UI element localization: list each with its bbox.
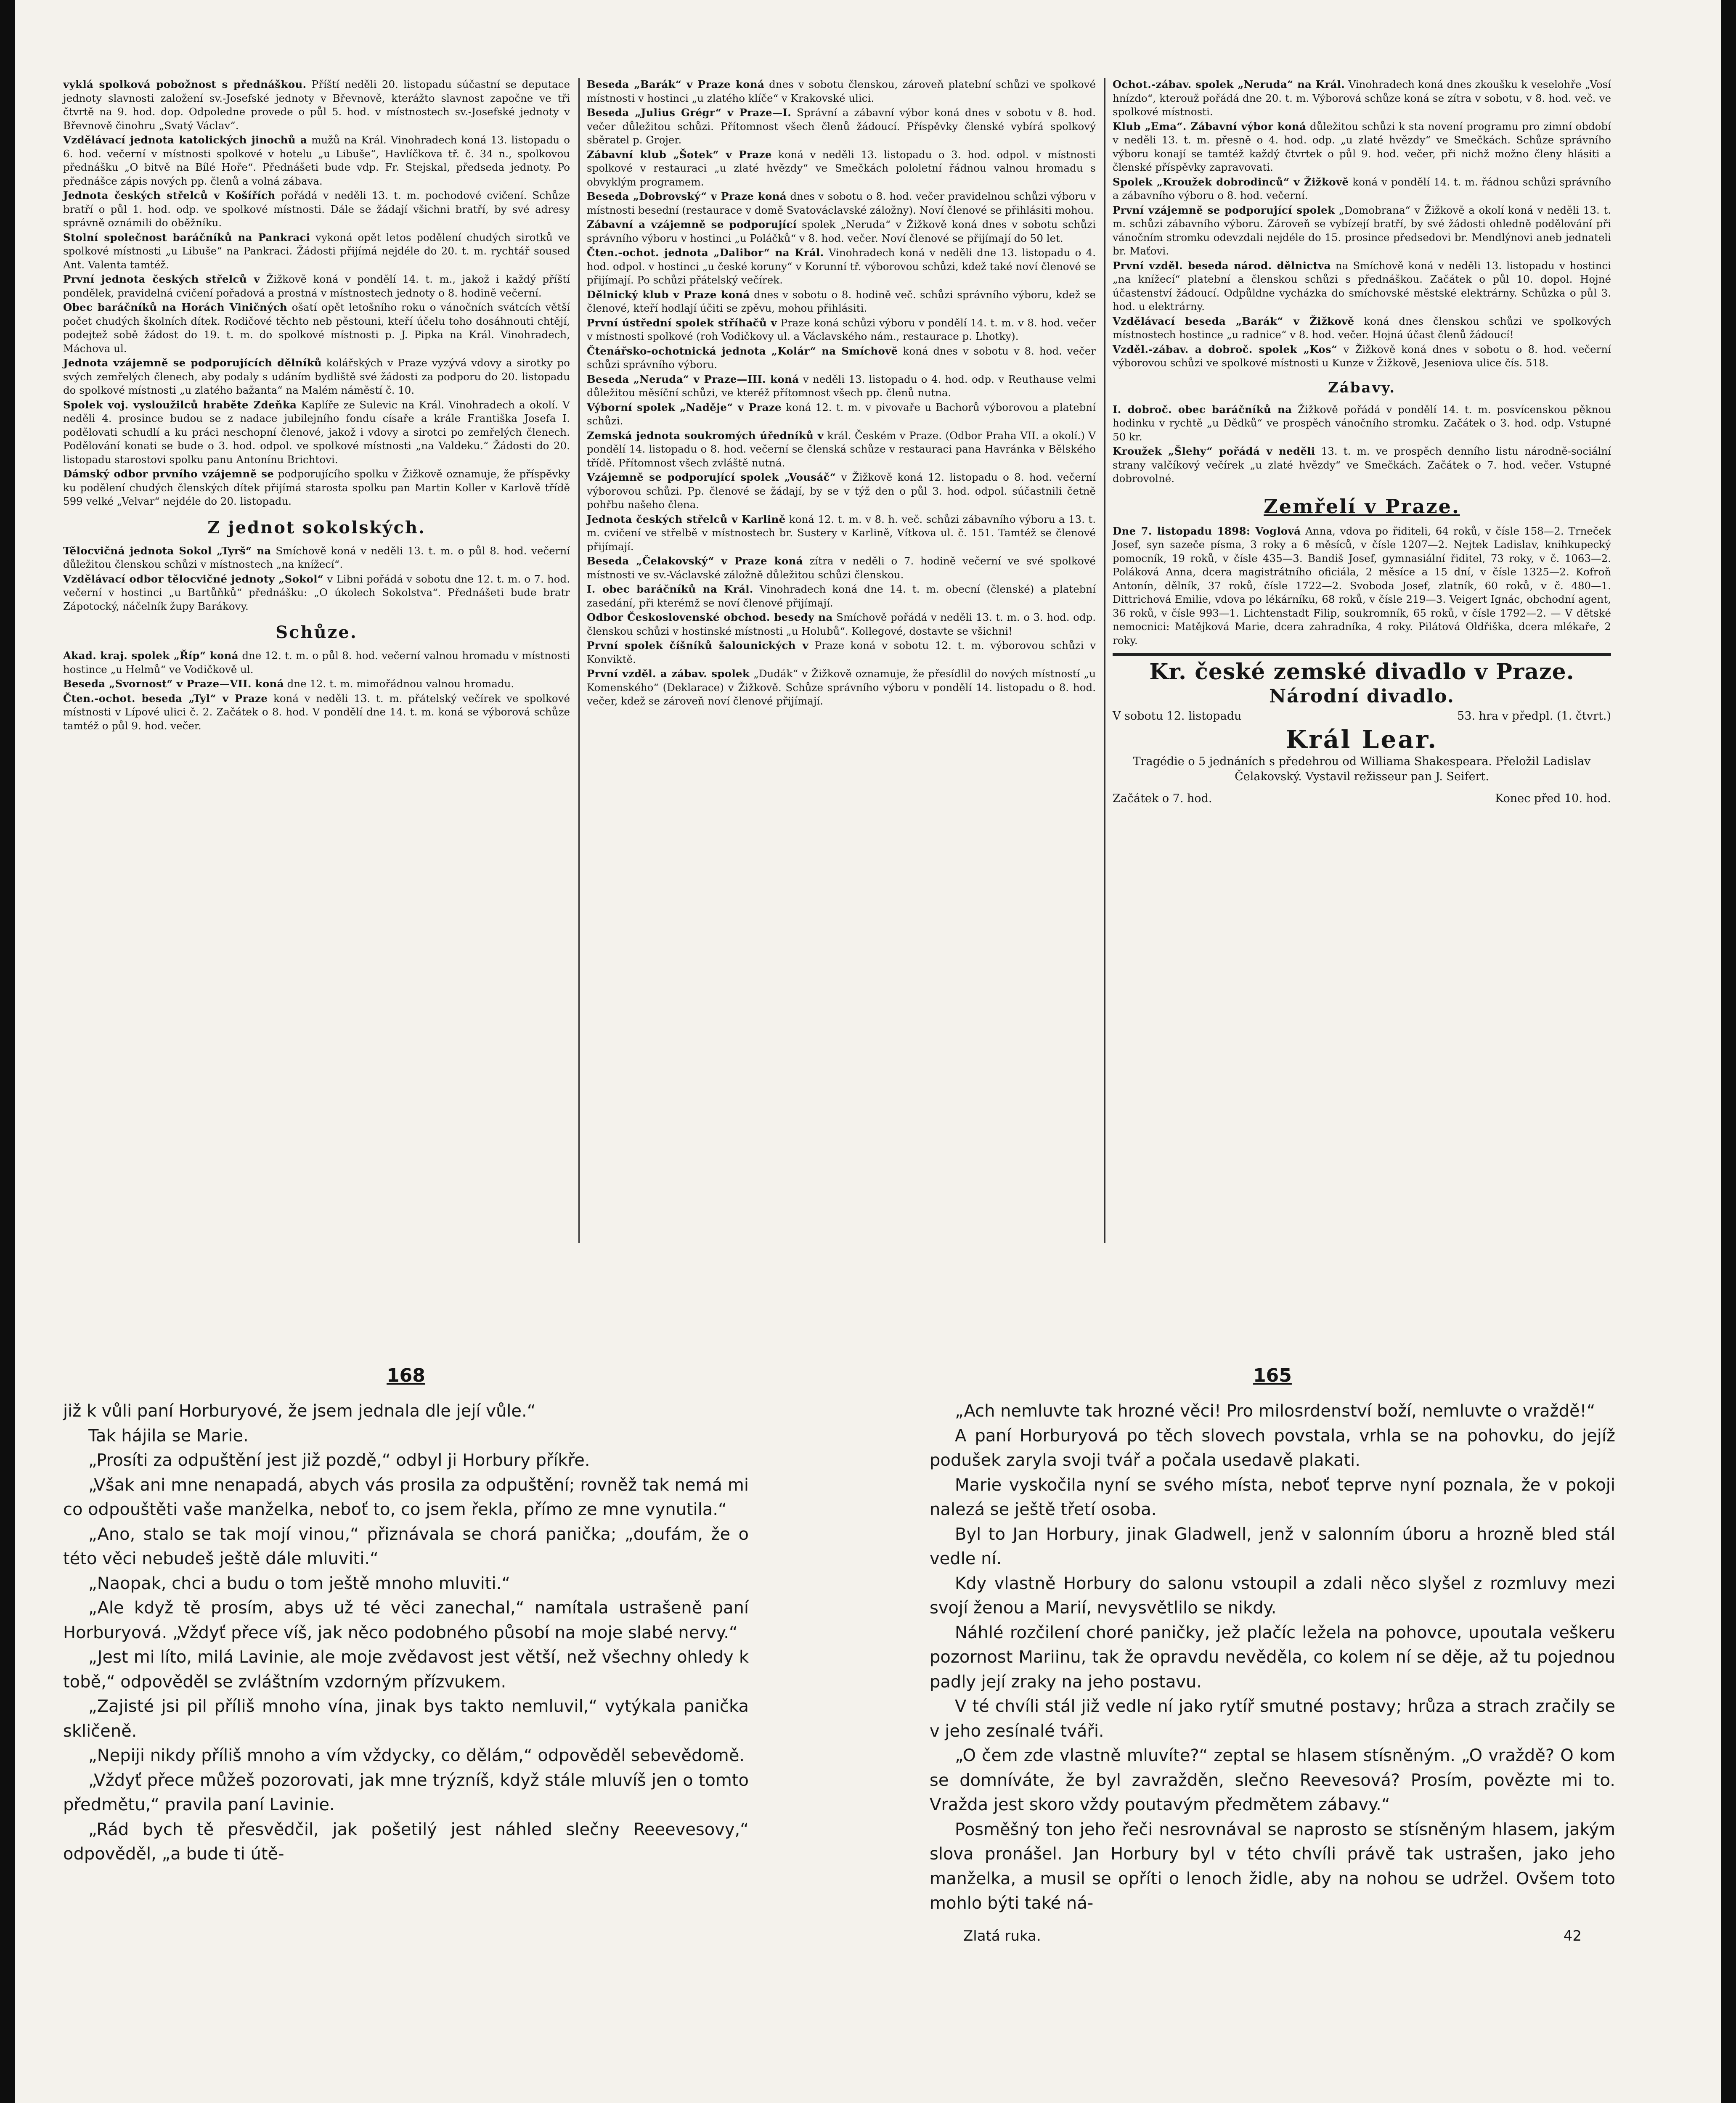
book-paragraph: Tak hájila se Marie.: [88, 1426, 249, 1446]
column-divider: [578, 78, 580, 1243]
book-paragraph: Kdy vlastně Horbury do salonu vstoupil a zdali něco slyšel z rozmluvy mezi svojí ženou a Marií, nevysvětlilo se nikdy.: [930, 1573, 1615, 1618]
book-paragraph: „Naopak, chci a budu o tom ještě mnoho mluviti.“: [88, 1573, 511, 1593]
news-notice: Beseda „Julius Grégr“ v Praze—I. Správní a zábavní výbor koná dnes v sobotu v 8. hod. večer důležitou schůzi. Přítomnost všech členů žádoucí. Příspěvky členské vybírá spolkový sběratel p. Grojer.: [587, 106, 1096, 146]
news-notice: Jednota českých střelců v Košířích pořádá v neděli 13. t. m. pochodové cvičení. Schůze bratří o půl 1. hod. odp. ve spolkové místnosti. Dále se žádají všichni bratří, by své adresy správně oznámili do oběžníku.: [63, 189, 570, 229]
news-notice: Čten.-ochot. jednota „Dalibor“ na Král. Vinohradech koná v neděli dne 13. listopadu o 4. hod. odpol. v hostinci „u české koruny“ v Korunní tř. výborovou schůzi, kdež také noví členové se přijímají. Po schůzi přátelský večírek.: [587, 246, 1096, 286]
page-number: 165: [1253, 1365, 1292, 1386]
news-notice: První jednota českých střelců v Žižkově koná v pondělí 14. t. m., jakož i každý příští pondělek, pravidelná cvičení pořadová a prostná v místnostech jednoty o 8. hodině večerní.: [63, 273, 570, 299]
news-notice: Dělnický klub v Praze koná dnes v sobotu o 8. hodině več. schůzi správního výboru, kdež se členové, kteří hodlají účiti se zpěvu, mohou přihlásiti.: [587, 288, 1096, 314]
news-notice: Jednota vzájemně se podporujících dělníků kolářských v Praze vyzývá vdovy a sirotky po svých zemřelých členech, aby podaly s udáním bydliště své žádosti za podporu do 20. listopadu do spolkové místnosti „u zlatého bažanta“ na Malém náměstí č. 10.: [63, 357, 570, 396]
news-notice: Kroužek „Šlehy“ pořádá v neděli 13. t. m. ve prospěch denního listu národně-sociální strany valčíkový večírek „u zlaté hvězdy“ ve Smečkách. Začátek o 7. hod. večer. Vstupné dobrovolné.: [1113, 445, 1611, 485]
news-notice: První ústřední spolek stříhačů v Praze koná schůzi výboru v pondělí 14. t. m. v 8. hod. večer v místnosti spolkové (roh Vodičkovy ul. a Václavského nám., restaurace p. Lhotky).: [587, 316, 1096, 342]
theatre-description: Tragédie o 5 jednáních s předehrou od Williama Shakespeara. Přeložil Ladislav Čelakovský. Vystavil režisseur pan J. Seifert.: [1133, 755, 1591, 783]
book-paragraph: Marie vyskočila nyní se svého místa, neboť teprve nyní poznala, že v pokoji nalezá se ještě třetí osoba.: [930, 1475, 1615, 1519]
theatre-performance: 53. hra v předpl. (1. čtvrt.): [1457, 710, 1611, 723]
book-paragraph: Posměšný ton jeho řeči nesrovnával se naprosto se stísněným hlasem, jakým slova pronášel. Jan Horbury byl v této chvíli právě tak ustrašen, jako jeho manželka, a musil se opříti o lenoch židle, aby na nohou se udržel. Ovšem toto mohlo býti také ná-: [930, 1820, 1615, 1913]
news-notice: Stolní společnost baráčníků na Pankraci vykoná opět letos podělení chudých sirotků ve spolkové místnosti „u Libuše“ na Pankraci. Žádosti přijímá nejdéle do 20. t. m. rychtář soused Ant. Valenta tamtéž.: [63, 231, 570, 271]
book-paragraph: „Jest mi líto, milá Lavinie, ale moje zvědavost jest větší, než všechny ohledy k tobě,“ odpověděl se zvláštním vzdorným přízvukem.: [63, 1647, 749, 1692]
news-notice: I. dobroč. obec baráčníků na Žižkově pořádá v pondělí 14. t. m. posvícenskou pěknou hodinku v rychtě „u Dědků“ ve prospěch vánočního stromku. Začátek o 3. hod. odp. Vstupné 50 kr.: [1113, 403, 1611, 443]
book-paragraph: „Prosíti za odpuštění jest již pozdě,“ odbyl ji Horbury příkře.: [88, 1451, 590, 1470]
book-page-left: [63, 1365, 749, 1867]
book-paragraph: „Ach nemluvte tak hrozné věci! Pro milosrdenství boží, nemluvte o vraždě!“: [955, 1401, 1596, 1421]
news-notice: První spolek číšníků šalounických v Praze koná v sobotu 12. t. m. výborovou schůzi v Konviktě.: [587, 639, 1096, 665]
news-notice: Vzdělávací jednota katolických jinochů a mužů na Král. Vinohradech koná 13. listopadu o 6. hod. večerní v místnosti spolkové v hotelu „u Libuše“, Havlíčkova tř. č. 34 n., spolkovou přednášku „O bitvě na Bílé Hoře“. Přednášeti bude vdp. Fr. Stejskal, předseda jednoty. Po přednášce zápis nových pp. členů a volná zábava.: [63, 134, 570, 187]
news-notice: Zemská jednota soukromých úředníků v král. Českém v Praze. (Odbor Praha VII. a okolí.) V pondělí 14. listopadu o 8. hod. večerní se členská schůze v restauraci pana Havránka v Bělského třídě. Přítomnost všech zvláště nutná.: [587, 429, 1096, 469]
news-notice: První vzděl. a zábav. spolek „Dudák“ v Žižkově oznamuje, že přesídlil do nových místností „u Komenského“ (Deklarace) v Žižkově. Schůze správního výboru v pondělí 14. listopadu o 8. hod. večer, kdež se zároveň noví členové přijímají.: [587, 667, 1096, 707]
theatre-start: Začátek o 7. hod.: [1113, 792, 1212, 805]
footer-sheet-number: 42: [1563, 1927, 1582, 1944]
section-heading: Z jednot sokolských.: [207, 517, 426, 538]
news-notice: Vzděl.-zábav. a dobroč. spolek „Kos“ v Žižkově koná dnes v sobotu o 8. hod. večerní výborovou schůzi ve spolkové místnosti u Kunze v Žižkově, Jeseniova ulice čís. 518.: [1113, 343, 1611, 369]
book-text: [930, 1399, 1615, 1916]
scan-border-left: [0, 0, 15, 2103]
news-notice: Klub „Ema“. Zábavní výbor koná důležitou schůzi k sta novení programu pro zimní období v neděli 13. t. m. přesně o 4. hod. odp. „u zlaté hvězdy“ ve Smečkách. Schůze správního výboru konají se tamtéž každý čtvrtek o půl 9. hod. večer, při nichž možno členy hlásiti a členské příspěvky zapravovati.: [1113, 120, 1611, 173]
news-notice: Zábavní a vzájemně se podporující spolek „Neruda“ v Žižkově koná dnes v sobotu schůzi správního výboru v hostinci „u Poláčků“ v 8. hod. večer. Noví členové se přijímají do 50 let.: [587, 218, 1096, 244]
news-notice: Výborní spolek „Naděje“ v Praze koná 12. t. m. v pivovaře u Bachorů výborovou a platební schůzi.: [587, 401, 1096, 427]
news-notice: Beseda „Dobrovský“ v Praze koná dnes v sobotu o 8. hod. večer pravidelnou schůzi výboru v místnosti besední (restaurace v domě Svatováclavské záložny). Noví členové se přihlásiti mohou.: [587, 190, 1096, 216]
news-notice: Beseda „Čelakovský“ v Praze koná zítra v neděli o 7. hodině večerní ve své spolkové místnosti ve sv.-Václavské záložně důležitou schůzi členskou.: [587, 555, 1096, 581]
book-text: [63, 1399, 749, 1867]
news-notice: Vzájemně se podporující spolek „Vousáč“ v Žižkově koná 12. listopadu o 8. hod. večerní výborovou schůzi. Pp. členové se žádají, by se v týž den o půl 3. hod. odpol. súčastnili četně pohřbu našeho člena.: [587, 471, 1096, 511]
news-notice: Čten.-ochot. beseda „Tyl“ v Praze koná v neděli 13. t. m. přátelský večírek ve spolkové místnosti v Lípové ulici č. 2. Začátek o 8. hod. V pondělí dne 14. t. m. koná se výborová schůze tamtéž o půl 9. hod. večer.: [63, 692, 570, 732]
news-notice: Tělocvičná jednota Sokol „Tyrš“ na Smíchově koná v neděli 13. t. m. o půl 8. hod. večerní důležitou členskou schůzi v místnostech „na knížecí“.: [63, 544, 570, 570]
page-number: 168: [387, 1365, 425, 1386]
news-notice: První vzděl. beseda národ. dělnictva na Smíchově koná v neděli 13. listopadu v hostinci „na knížecí“ platební a členskou schůzi s přednáškou. Začátek o půl 10. dopol. Hojné účastenství žádoucí. Odpůldne vycházka do smíchovské městské elektrárny. Schůzka o půl 3. hod. u elektrárny.: [1113, 259, 1611, 313]
theatre-bill: [1113, 653, 1611, 807]
news-notice: Spolek voj. vysloužilců hraběte Zdeňka Kaplíře ze Sulevic na Král. Vinohradech a okolí. V neděli 4. prosince budou se z nadace jubilejního fondu císaře a krále Františka Josefa I. podělovati schudlí a ku práci neschopní členové, jakož i vdovy a sirotci po zemřelých členech. Podělování konati se bude o 3. hod. odpol. ve spolkové místnosti „na Valdeku.“ Žádosti do 20. listopadu starostovi spolku panu Antonínu Brichtovi.: [63, 398, 570, 466]
theatre-end: Konec před 10. hod.: [1495, 792, 1611, 805]
news-notice: Vzdělávací beseda „Barák“ v Žižkově koná dnes členskou schůzi ve spolkových místnostech hostince „u radnice“ v 8. hod. večer. Hojná účast členů žádoucí!: [1113, 315, 1611, 341]
column-divider: [1104, 78, 1105, 1243]
book-page-right: [930, 1365, 1615, 1944]
news-notice: Odbor Československé obchod. besedy na Smíchově pořádá v neděli 13. t. m. o 3. hod. odp. členskou schůzi v hostinské místnosti „u Holubů“. Kollegové, dostavte se všichni!: [587, 611, 1096, 637]
book-paragraph: „Vždyť přece můžeš pozorovati, jak mne trýzníš, když stále mluvíš jen o tomto předmětu,“ pravila paní Lavinie.: [63, 1770, 749, 1814]
news-column-3-items: [1113, 78, 1611, 647]
book-paragraph: Náhlé rozčilení choré paničky, jež plačíc ležela na pohovce, upoutala veškeru pozornost Mariinu, tak že opravdu nevěděla, co kolem ní se děje, až tu pojednou padly její zraky na jeho postavu.: [930, 1623, 1615, 1692]
news-notice: Spolek „Kroužek dobrodinců“ v Žižkově koná v pondělí 14. t. m. řádnou schůzi správního a zábavního výboru o 8. hod. večerní.: [1113, 175, 1611, 201]
news-notice: I. obec baráčníků na Král. Vinohradech koná dne 14. t. m. obecní (členské) a platební zasedání, při kterémž se noví členové přijímají.: [587, 583, 1096, 609]
book-paragraph: „Zajisté jsi pil příliš mnoho vína, jinak bys takto nemluvil,“ vytýkala panička skličeně.: [63, 1697, 749, 1741]
news-notice: Čtenářsko-ochotnická jednota „Kolár“ na Smíchově koná dnes v sobotu v 8. hod. večer schůzi správního výboru.: [587, 344, 1096, 371]
book-paragraph: „Však ani mne nenapadá, abych vás prosila za odpuštění; rovněž tak nemá mi co odpouštěti vaše manželka, neboť to, co jsem řekla, přímo ze mne vynutila.“: [63, 1475, 749, 1519]
book-paragraph: V té chvíli stál již vedle ní jako rytíř smutné postavy; hrůza a strach zračily se v jeho zesínalé tváři.: [930, 1697, 1615, 1741]
book-paragraph: Byl to Jan Horbury, jinak Gladwell, jenž v salonním úboru a hrozně bled stál vedle ní.: [930, 1524, 1615, 1568]
news-notice: První vzájemně se podporující spolek „Domobrana“ v Žižkově a okolí koná v neděli 13. t. m. schůzi zábavního výboru. Zároveň se vybízejí bratří, by své žádosti ohledně podělování při vánočním stromku odevzdali nejdéle do 15. prosince předsedovi br. Mendlýnovi aneb jednateli br. Maťovi.: [1113, 204, 1611, 257]
footer-title: Zlatá ruka.: [963, 1927, 1041, 1944]
book-paragraph: A paní Horburyová po těch slovech povstala, vrhla se na pohovku, do jejíž podušek zaryla svoji tvář a počala usedavě plakati.: [930, 1426, 1615, 1470]
news-notice: Ochot.-zábav. spolek „Neruda“ na Král. Vinohradech koná dnes zkoušku k veselohře „Vosí hnízdo“, kterouž pořádá dne 20. t. m. Výborová schůze koná se zítra v sobotu, v 8. hod. več. ve spolkové místnosti.: [1113, 78, 1611, 118]
news-column-1: [63, 78, 570, 1247]
news-notice: Dne 7. listopadu 1898: Voglová Anna, vdova po řiditeli, 64 roků, v čísle 158—2. Trneček Josef, syn sazeče písma, 3 roky a 6 měsíců, v čísle 1207—2. Nejtek Ladislav, knihkupecký pomocník, 19 roků, v čísle 435—3. Bandiš Josef, gymnasiální řiditel, 73 roky, v č. 1063—2. Poláková Anna, dcera magistrátního oficiála, 2 měsíce a 15 dní, v čísle 1325—2. Kofroň Antonín, dělník, 37 roků, čísle 1722—2. Svoboda Josef, zlatník, 60 roků, v č. 480—1. Dittrichová Emilie, vdova po lékárníku, 68 roků, v čísle 219—3. Veigert Ignác, obchodní agent, 36 roků, v čísle 993—1. Lichtenstadt Filip, soukromník, 65 roků, v čísle 1792—2. — V dětské nemocnici: Matějková Marie, dcera zahradníka, 4 roky. Pilátová Oldřiška, dcera mlékaře, 2 roky.: [1113, 524, 1611, 646]
theatre-title: Kr. české zemské divadlo v Praze.: [1149, 659, 1574, 685]
book-paragraph: „Ano, stalo se tak mojí vinou,“ přiznávala se chorá panička; „doufám, že o této věci nebudeš ještě dále mluviti.“: [63, 1524, 749, 1568]
news-notice: Beseda „Svornost“ v Praze—VII. koná dne 12. t. m. mimořádnou valnou hromadu.: [63, 678, 514, 690]
book-paragraph: „Nepiji nikdy příliš mnoho a vím vždycky, co dělám,“ odpověděl sebevědomě.: [88, 1746, 745, 1765]
section-heading: Zemřelí v Praze.: [1264, 495, 1460, 518]
theatre-date: V sobotu 12. listopadu: [1113, 710, 1242, 723]
news-column-2: [587, 78, 1096, 1247]
theatre-date-row: [1113, 708, 1611, 725]
news-notice: vyklá spolková pobožnost s přednáškou. Příští neděli 20. listopadu súčastní se deputace jednoty slavnosti založení sv.-Josefské jednoty v Břevnově, kterážto slavnost započne ve tři čtvrtě na 9. hod. dop. Odpoledne provede o půl 5. hod. v místnostech sv.-Josefské jednoty v Břevnově činohru „Svatý Václav“.: [63, 78, 570, 132]
book-paragraph: již k vůli paní Horburyové, že jsem jednala dle její vůle.“: [63, 1401, 536, 1421]
section-heading: Zábavy.: [1328, 379, 1396, 396]
news-notice: Obec baráčníků na Horách Viničných ošatí opět letošního roku o vánočních svátcích větší počet chudých školních dítek. Rodičové těchto neb pěstouni, kteří účelu toho dosáhnouti chtějí, podejtež sobě žádost do 19. t. m. do spolkové místnosti p. J. Pipka na Král. Vinohradech, Máchova ul.: [63, 301, 570, 355]
news-notice: Beseda „Barák“ v Praze koná dnes v sobotu členskou, zároveň platební schůzi ve spolkové místnosti v hostinci „u zlatého klíče“ v Krakovské ulici.: [587, 78, 1096, 104]
news-notice: Akad. kraj. spolek „Říp“ koná dne 12. t. m. o půl 8. hod. večerní valnou hromadu v místnosti hostince „u Helmů“ ve Vodičkově ul.: [63, 649, 570, 675]
theatre-times-row: [1113, 790, 1611, 807]
scan-border-right: [1721, 0, 1736, 2103]
news-column-3: [1113, 78, 1611, 1247]
section-heading: Schůze.: [276, 622, 358, 642]
news-notice: Beseda „Neruda“ v Praze—III. koná v neděli 13. listopadu o 4. hod. odp. v Reuthause velmi důležitou měsíční schůzi, ve kteréž přítomnost všech pp. členů nutna.: [587, 373, 1096, 399]
page-footer: [930, 1928, 1615, 1944]
book-paragraph: „O čem zde vlastně mluvíte?“ zeptal se hlasem stísněným. „O vraždě? O kom se domníváte, že byl zavražděn, slečno Reevesová? Prosím, povězte mi to. Vražda jest skoro vždy poutavým předmětem zábavy.“: [930, 1746, 1615, 1814]
news-notice: Dámský odbor prvního vzájemně se podporujícího spolku v Žižkově oznamuje, že příspěvky ku podělení chudých členských dítek přijímá starosta spolku pan Martin Koller v Karlově třídě 599 velké „Velvar“ nejdéle do 20. listopadu.: [63, 468, 570, 507]
theatre-play-title: Král Lear.: [1285, 725, 1438, 754]
theatre-subtitle: Národní divadlo.: [1269, 686, 1455, 707]
book-paragraph: „Ale když tě prosím, abys už té věci zanechal,“ namítala ustrašeně paní Horburyová. „Vždyť přece víš, jak něco podobného působí na moje slabé nervy.“: [63, 1598, 749, 1642]
news-notice: Zábavní klub „Šotek“ v Praze koná v neděli 13. listopadu o 3. hod. odpol. v místnosti spolkové v restauraci „u zlaté hvězdy“ ve Smečkách pololetní řádnou valnou hromadu s obvyklým programem.: [587, 148, 1096, 188]
book-paragraph: „Rád bych tě přesvědčil, jak pošetilý jest náhled slečny Reeevesovy,“ odpověděl, „a bude ti útě-: [63, 1820, 749, 1864]
news-notice: Vzdělávací odbor tělocvičné jednoty „Sokol“ v Libni pořádá v sobotu dne 12. t. m. o 7. hod. večerní v hostinci „u Bartůňků“ přednášku: „O úkolech Sokolstva“. Přednášeti bude bratr Zápotocký, náčelník župy Barákovy.: [63, 572, 570, 612]
news-notice: Jednota českých střelců v Karlině koná 12. t. m. v 8. h. več. schůzi zábavního výboru a 13. t. m. cvičení ve střelbě v místnostech br. Sustery v Karlině, Vítkova ul. č. 151. Tamtéž se členové přijímají.: [587, 513, 1096, 553]
